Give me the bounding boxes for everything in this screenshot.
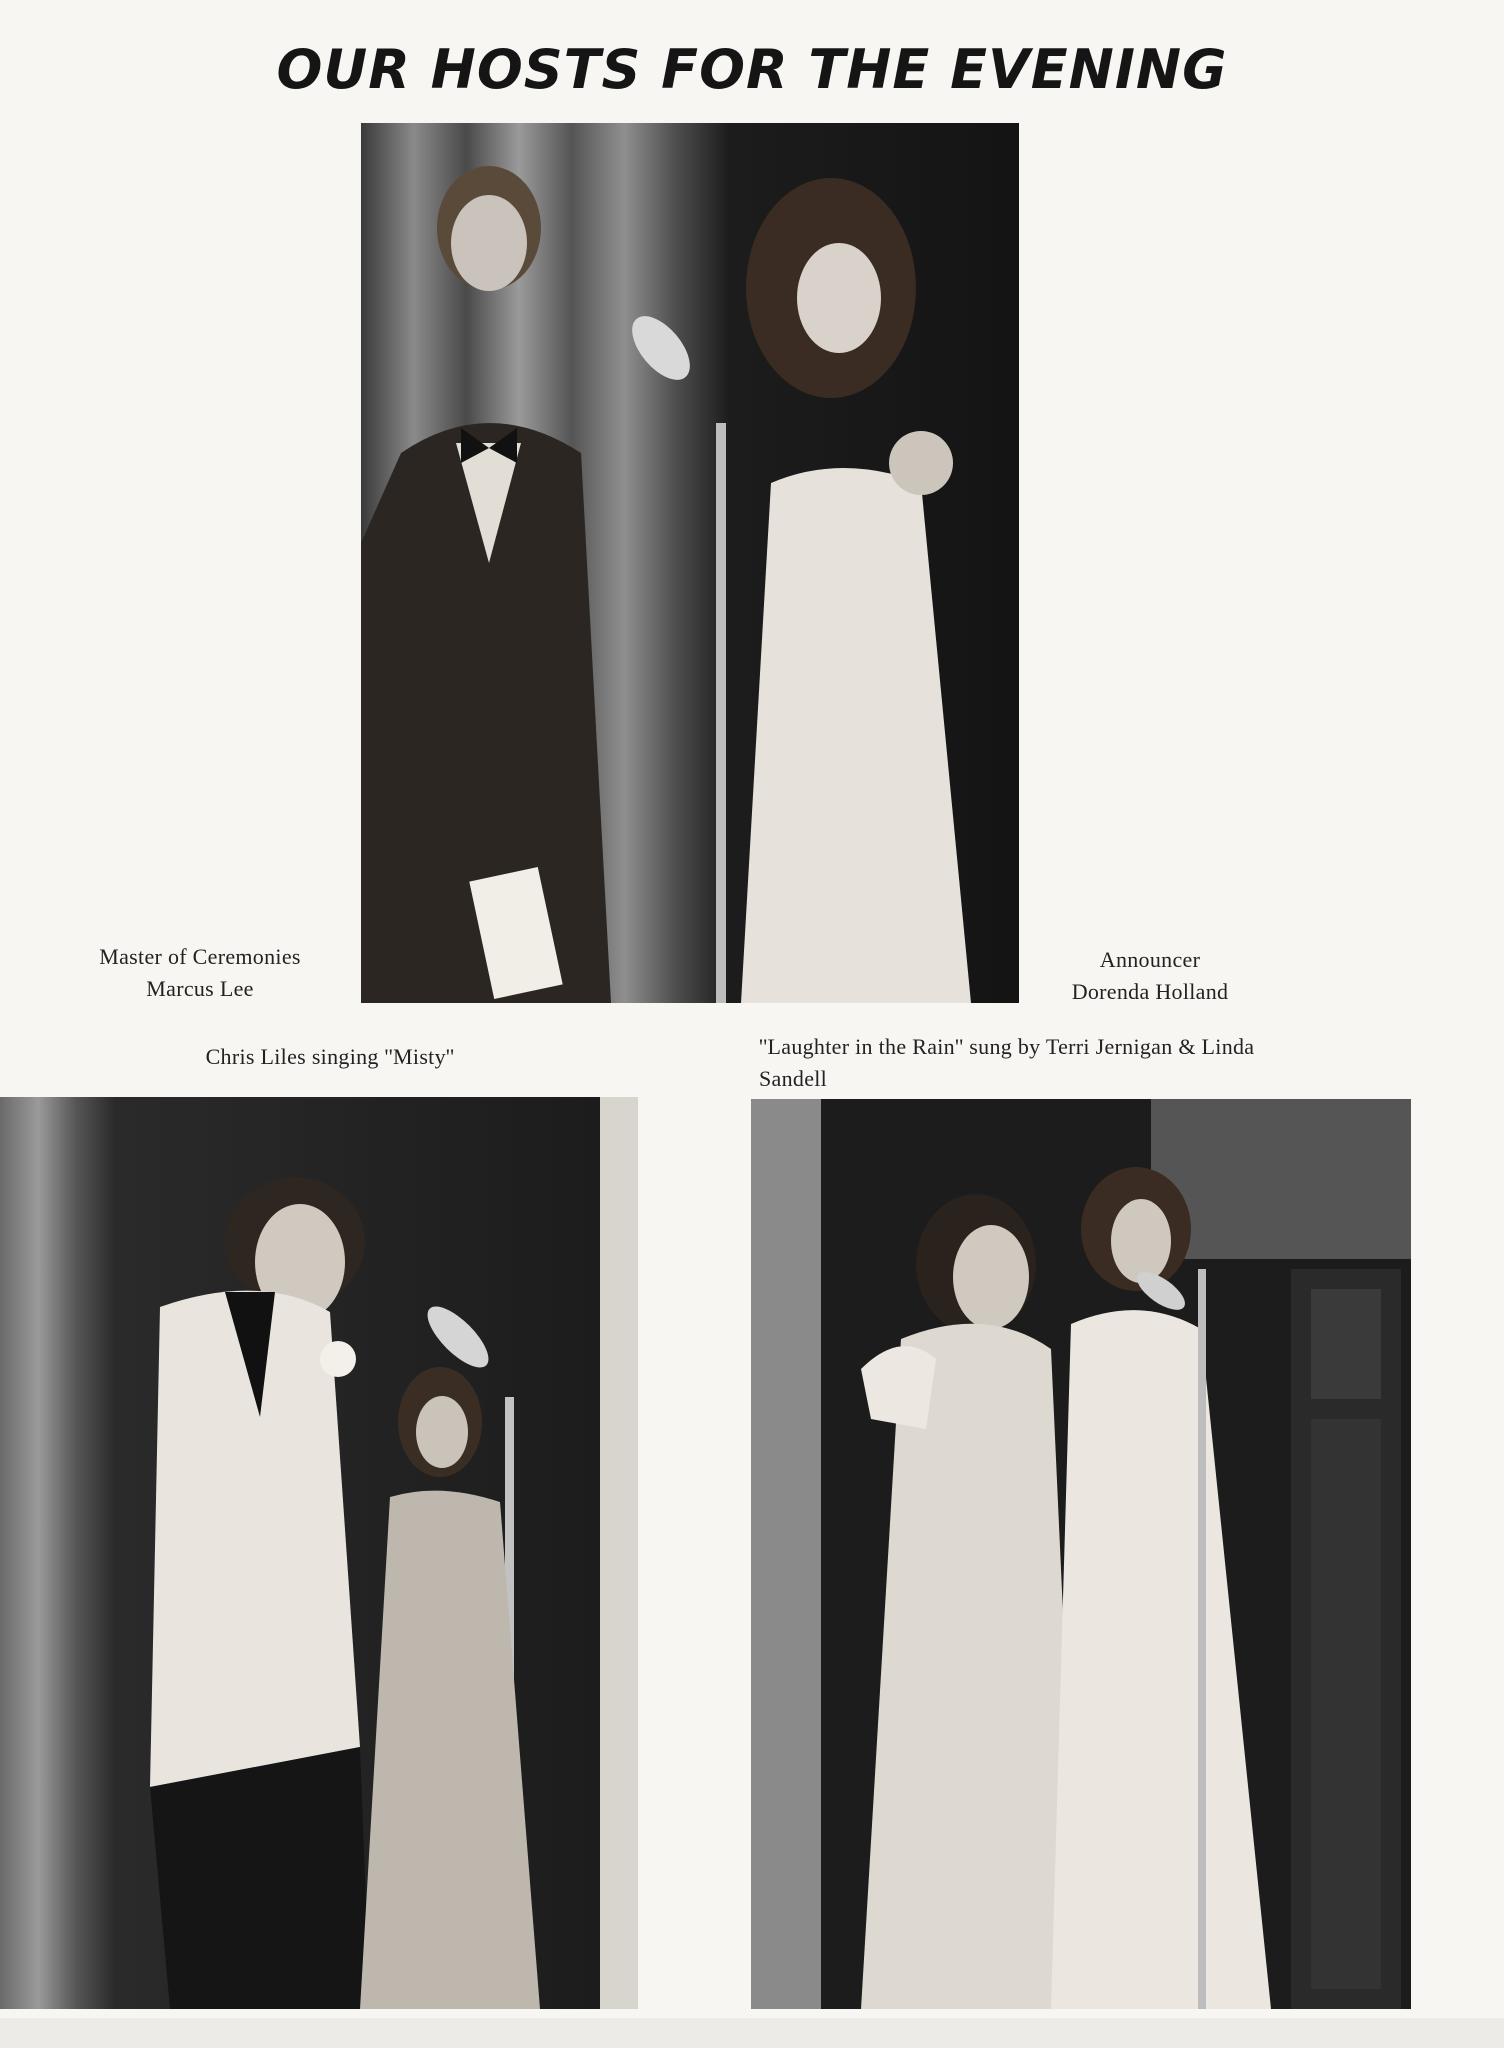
singer-right-line2: Sandell <box>759 1066 828 1091</box>
hosts-photo-image <box>361 123 1019 1003</box>
announcer-name: Dorenda Holland <box>1071 979 1229 1004</box>
singer-right-caption <box>759 1031 1459 1095</box>
page-bottom-edge <box>0 2018 1504 2048</box>
mc-name: Marcus Lee <box>146 976 254 1001</box>
mc-caption <box>60 941 340 1005</box>
singer-left-photo-image <box>0 1097 638 2009</box>
hosts-photo <box>361 123 1019 1003</box>
announcer-role: Announcer <box>1099 947 1201 972</box>
singer-left-caption <box>100 1041 560 1073</box>
mc-role: Master of Ceremonies <box>99 944 301 969</box>
page-title: OUR HOSTS FOR THE EVENING <box>276 38 1228 101</box>
singer-left-text: Chris Liles singing ''Misty'' <box>205 1044 455 1069</box>
singer-right-line1: ''Laughter in the Rain'' sung by Terri Jernigan & Linda <box>759 1034 1255 1059</box>
singer-left-photo <box>0 1097 638 2009</box>
announcer-caption <box>1030 944 1270 1008</box>
singer-right-photo-image <box>751 1099 1411 2009</box>
singer-right-photo <box>751 1099 1411 2009</box>
